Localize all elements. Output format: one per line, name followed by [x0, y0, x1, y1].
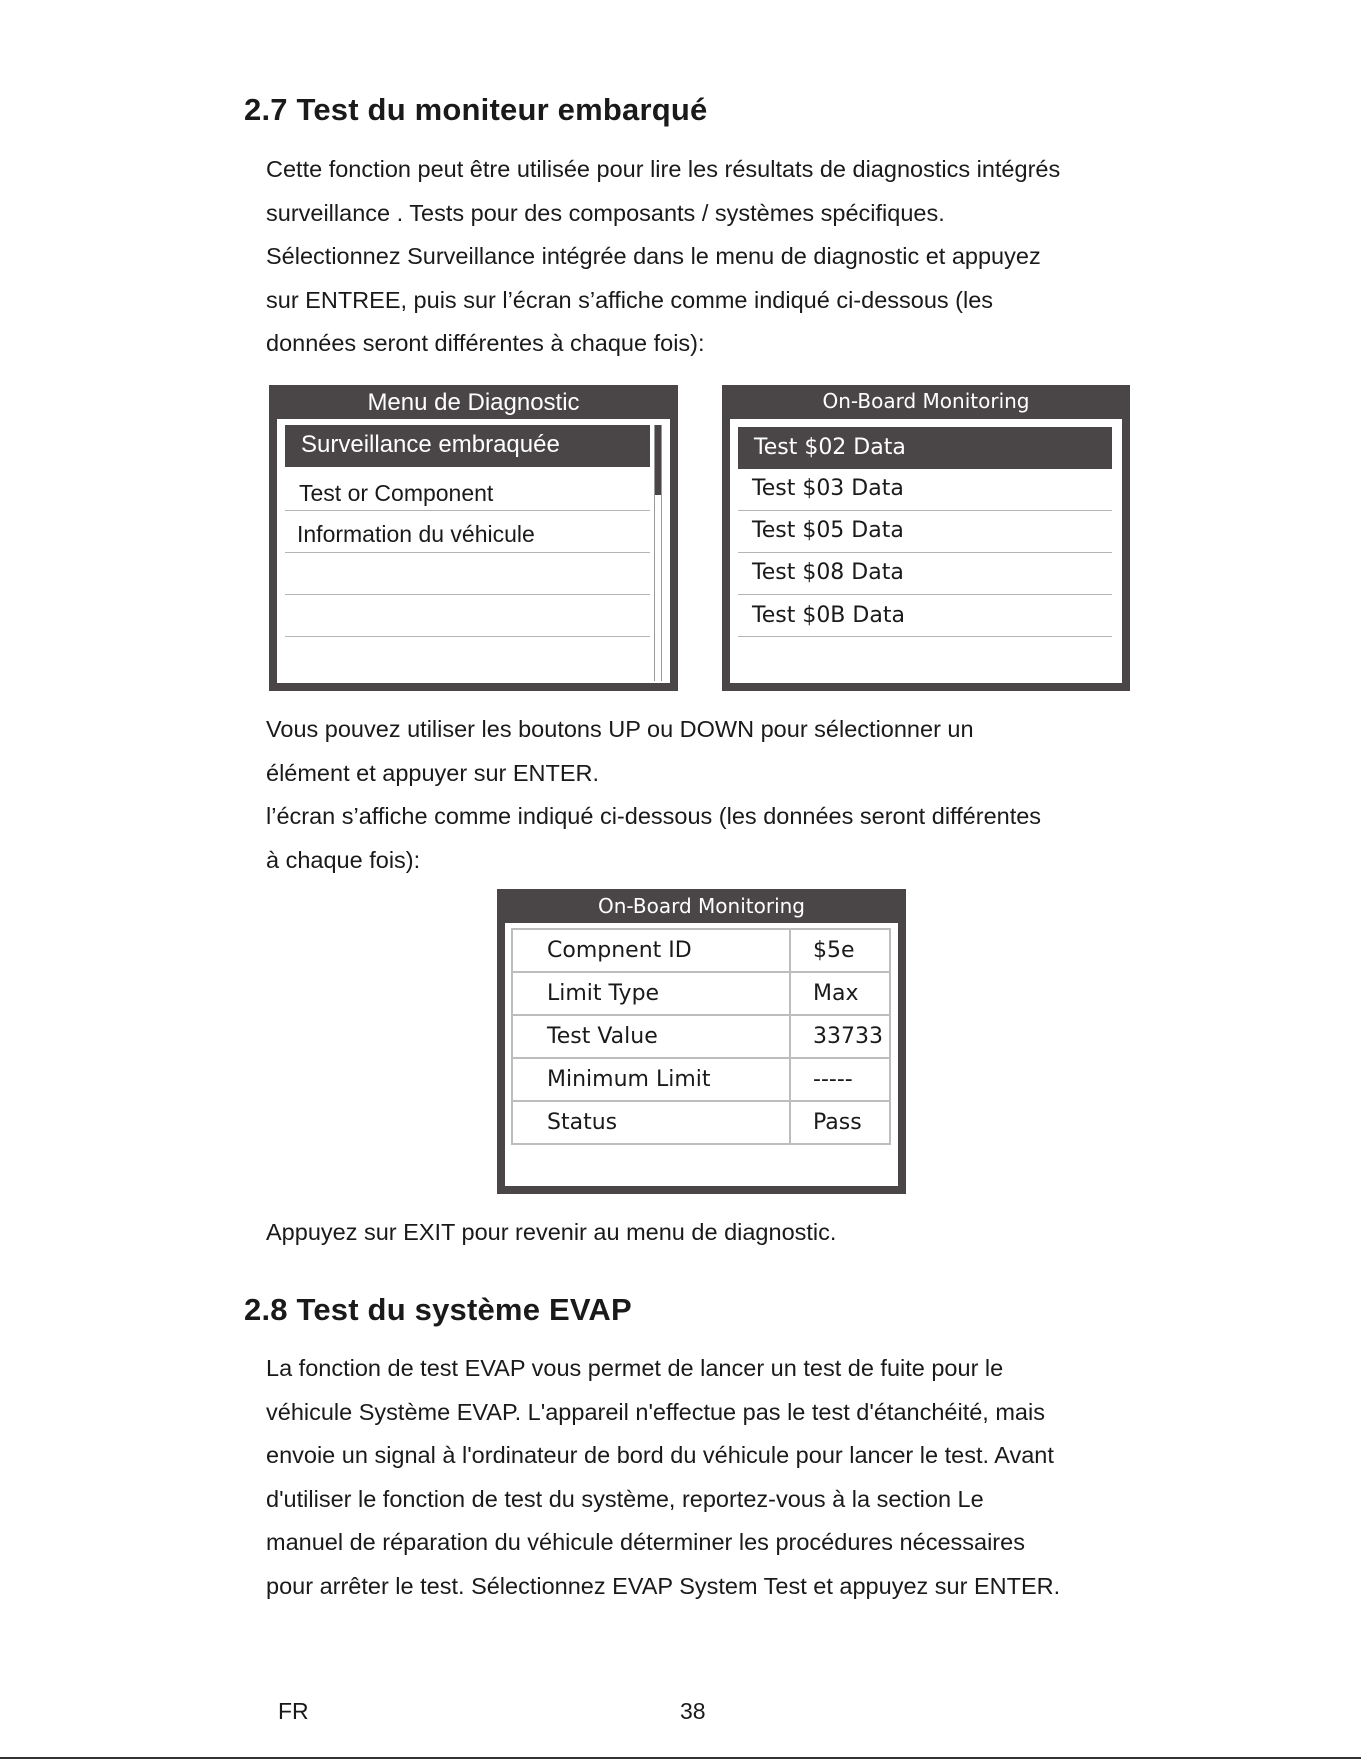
menu-item[interactable] [285, 553, 650, 595]
text-line: surveillance . Tests pour des composants / systèmes spécifiques. [266, 199, 945, 226]
obm-list-item[interactable]: Test $03 Data [738, 469, 1112, 511]
instructions-paragraph [266, 708, 1266, 882]
field-value: Max [790, 972, 890, 1015]
obm-list-item-selected[interactable]: Test $02 Data [738, 427, 1112, 469]
text-line: véhicule Système EVAP. L'appareil n'effectue pas le test d'étanchéité, mais [266, 1398, 1045, 1425]
field-label: Limit Type [512, 972, 790, 1015]
menu-item[interactable]: Information du véhicule [285, 511, 650, 553]
obm-list-item[interactable]: Test $0B Data [738, 595, 1112, 637]
text-line: sur ENTREE, puis sur l’écran s’affiche comme indiqué ci-dessous (les [266, 286, 994, 313]
text-line: envoie un signal à l'ordinateur de bord du véhicule pour lancer le test. Avant [266, 1442, 1054, 1469]
section-heading-2-7: 2.7 Test du moniteur embarqué [244, 92, 708, 127]
footer-language: FR [278, 1698, 309, 1724]
field-value: ----- [790, 1058, 890, 1101]
field-label: Status [512, 1101, 790, 1144]
menu-item[interactable]: Test or Component [285, 469, 650, 511]
intro-paragraph [266, 148, 1266, 366]
text-line: Cette fonction peut être utilisée pour lire les résultats de diagnostics intégrés [266, 156, 1061, 182]
screen-title: Menu de Diagnostic [367, 389, 580, 416]
screen-body [505, 923, 898, 1186]
obm-test-list-screen [722, 385, 1130, 691]
field-value: $5e [790, 929, 890, 972]
table-row [512, 1101, 890, 1144]
screen-title: On-Board Monitoring [822, 389, 1030, 413]
screen-body [277, 419, 670, 683]
text-line: données seront différentes à chaque fois): [266, 330, 705, 357]
field-value: 33733 [790, 1015, 890, 1058]
field-label: Test Value [512, 1015, 790, 1058]
obm-detail-screen [497, 889, 906, 1194]
evap-paragraph [266, 1347, 1266, 1609]
table-row [512, 1015, 890, 1058]
text-line: à chaque fois): [266, 846, 421, 873]
screen-title: On-Board Monitoring [597, 894, 805, 918]
text-line: manuel de réparation du véhicule déterminer les procédures nécessaires [266, 1529, 1025, 1556]
text-line: d'utiliser le fonction de test du système, reportez-vous à la section Le [266, 1485, 984, 1512]
table-row [512, 929, 890, 972]
table-row [512, 1058, 890, 1101]
scrollbar[interactable] [654, 425, 662, 681]
menu-item-selected[interactable]: Surveillance embraquée [285, 425, 650, 467]
text-line: Vous pouvez utiliser les boutons UP ou DOWN pour sélectionner un [266, 716, 974, 742]
bottom-rule [0, 1757, 1361, 1759]
scrollbar-thumb[interactable] [655, 425, 661, 495]
section-heading-2-8: 2.8 Test du système EVAP [244, 1292, 632, 1327]
screen-body [730, 419, 1122, 683]
obm-list-item[interactable]: Test $05 Data [738, 511, 1112, 553]
menu-item[interactable] [285, 595, 650, 637]
text-line: l’écran s’affiche comme indiqué ci-dessous (les données seront différentes [266, 803, 1042, 830]
field-label: Compnent ID [512, 929, 790, 972]
exit-instruction [266, 1211, 1266, 1255]
field-label: Minimum Limit [512, 1058, 790, 1101]
text-line: élément et appuyer sur ENTER. [266, 759, 600, 786]
page-number: 38 [680, 1698, 706, 1724]
obm-detail-table [511, 928, 891, 1145]
text-line: La fonction de test EVAP vous permet de lancer un test de fuite pour le [266, 1355, 1004, 1381]
field-value: Pass [790, 1101, 890, 1144]
diagnostic-menu-screen [269, 385, 678, 691]
text-line: Appuyez sur EXIT pour revenir au menu de diagnostic. [266, 1219, 837, 1245]
text-line: Sélectionnez Surveillance intégrée dans le menu de diagnostic et appuyez [266, 243, 1041, 270]
table-row [512, 972, 890, 1015]
text-line: pour arrêter le test. Sélectionnez EVAP System Test et appuyez sur ENTER. [266, 1572, 1061, 1599]
obm-list-item[interactable]: Test $08 Data [738, 553, 1112, 595]
